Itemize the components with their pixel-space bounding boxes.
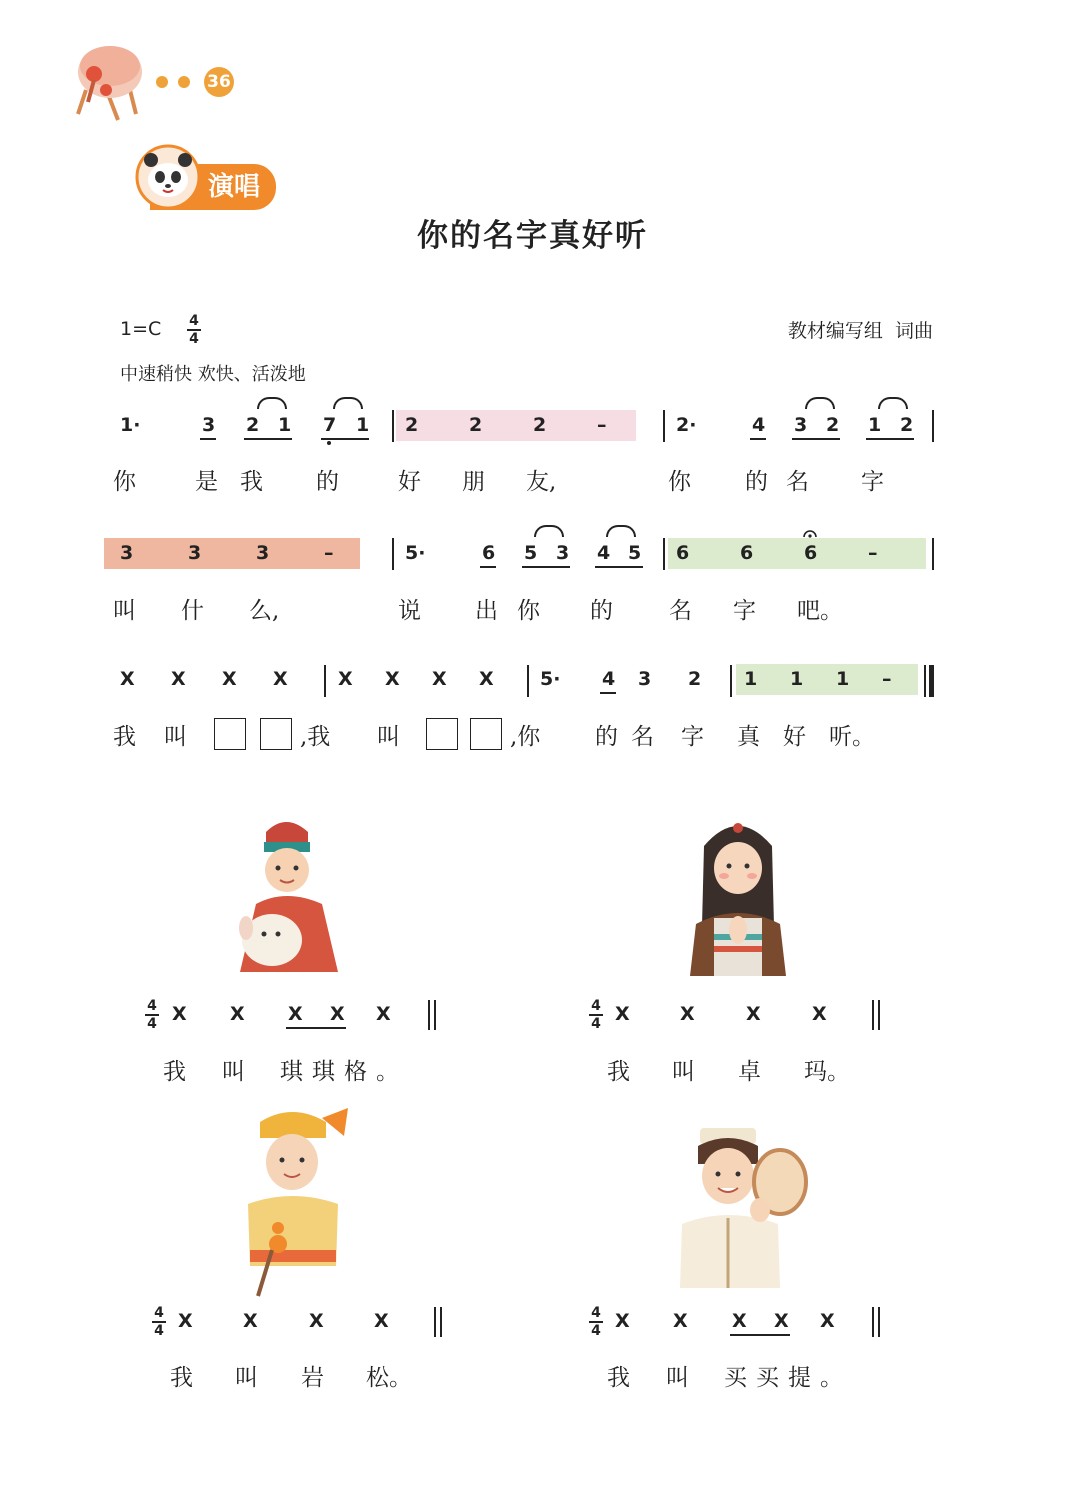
note: 3 xyxy=(202,414,216,436)
final-barline xyxy=(872,1000,874,1030)
time-bottom: 4 xyxy=(189,330,199,347)
rhythm-note: X xyxy=(374,1310,389,1332)
time-top: 4 xyxy=(591,998,601,1014)
name-blank-box[interactable] xyxy=(470,718,502,750)
rhythm-note: X xyxy=(820,1310,835,1332)
final-barline xyxy=(434,1307,436,1337)
lyric: 你 xyxy=(668,469,691,495)
barline xyxy=(392,538,394,570)
rhythm-note: X xyxy=(673,1310,688,1332)
example-time-signature xyxy=(152,1306,166,1338)
barline xyxy=(392,410,394,442)
lyric: 名 xyxy=(669,598,692,624)
lyric: 好 xyxy=(398,469,421,495)
tie xyxy=(333,397,363,409)
rhythm-note: X xyxy=(680,1003,695,1025)
lyric: 松。 xyxy=(366,1365,412,1391)
rhythm-note: X xyxy=(120,668,135,690)
lyric: 什 xyxy=(181,598,204,624)
lyric: 名 xyxy=(631,724,654,750)
dash: – xyxy=(324,542,334,564)
lyric: 叫 xyxy=(377,724,400,750)
tie xyxy=(257,397,287,409)
lyric: ,我 xyxy=(300,724,331,750)
note: 2 xyxy=(469,414,483,436)
note: 3 xyxy=(188,542,202,564)
lyric: 友, xyxy=(526,469,557,495)
name-blank-box[interactable] xyxy=(260,718,292,750)
underline xyxy=(866,438,914,440)
note: 4 xyxy=(752,414,766,436)
barline xyxy=(932,538,934,570)
rhythm-note: X xyxy=(178,1310,193,1332)
lyric: 朋 xyxy=(462,469,485,495)
note: 1 xyxy=(356,414,370,436)
child-illustration-mongolian xyxy=(222,812,350,978)
lyric: 的 xyxy=(316,469,339,495)
note: 2· xyxy=(676,414,697,436)
underline xyxy=(286,1027,346,1029)
underline xyxy=(595,566,643,568)
rhythm-note: X xyxy=(273,668,288,690)
barline xyxy=(527,665,529,697)
lyric: 我 xyxy=(163,1059,186,1085)
final-barline xyxy=(878,1307,880,1337)
lyric: 字 xyxy=(733,598,756,624)
final-barline-thick xyxy=(929,665,934,697)
rhythm-note: X xyxy=(309,1310,324,1332)
lyric: 是 xyxy=(195,469,218,495)
note: 1 xyxy=(868,414,882,436)
example-time-signature xyxy=(589,999,603,1031)
rhythm-note: X xyxy=(171,668,186,690)
highlight-green xyxy=(668,538,926,569)
rhythm-note: X xyxy=(812,1003,827,1025)
rhythm-note: X xyxy=(732,1310,747,1332)
note: 1 xyxy=(744,668,758,690)
barline xyxy=(932,410,934,442)
time-signature xyxy=(187,314,201,346)
note: 1 xyxy=(790,668,804,690)
credit: 教材编写组 词曲 xyxy=(787,320,933,342)
key-signature: 1=C xyxy=(120,318,162,340)
final-barline xyxy=(878,1000,880,1030)
lyric: 吧。 xyxy=(797,598,843,624)
lyric: 出 xyxy=(475,598,498,624)
note: 2 xyxy=(533,414,547,436)
lyric: 我 xyxy=(113,724,136,750)
lyric: 的 xyxy=(590,598,613,624)
lyric: 听。 xyxy=(829,724,875,750)
lyric: 的 xyxy=(595,724,618,750)
lyric: 你 xyxy=(113,469,136,495)
note: 3 xyxy=(556,542,570,564)
song-title: 你的名字真好听 xyxy=(417,218,648,254)
final-barline xyxy=(440,1307,442,1337)
rhythm-note: X xyxy=(432,668,447,690)
name-blank-box[interactable] xyxy=(214,718,246,750)
note: 2 xyxy=(688,668,702,690)
rhythm-note: X xyxy=(774,1310,789,1332)
underline xyxy=(321,438,369,440)
lyric: 么, xyxy=(249,598,280,624)
final-barline-thin xyxy=(924,665,926,697)
child-illustration-uyghur xyxy=(674,1120,812,1290)
note: 3 xyxy=(256,542,270,564)
note: 1· xyxy=(120,414,141,436)
note: 5· xyxy=(540,668,561,690)
tempo-marking: 中速稍快 欢快、活泼地 xyxy=(120,364,306,385)
note: 3 xyxy=(638,668,652,690)
underline xyxy=(522,566,570,568)
rhythm-note: X xyxy=(243,1310,258,1332)
lyric: 我 xyxy=(170,1365,193,1391)
rhythm-note: X xyxy=(385,668,400,690)
dash: – xyxy=(597,414,607,436)
time-bottom: 4 xyxy=(591,1015,601,1032)
decor-dot xyxy=(156,76,168,88)
rhythm-note: X xyxy=(479,668,494,690)
child-illustration-tibetan xyxy=(674,806,802,978)
barline xyxy=(324,665,326,697)
child-illustration-dai xyxy=(236,1100,354,1300)
underline xyxy=(244,438,292,440)
section-badge-label: 演唱 xyxy=(208,172,261,202)
rhythm-note: X xyxy=(172,1003,187,1025)
final-barline xyxy=(434,1000,436,1030)
lyric: 卓 xyxy=(738,1059,761,1085)
lyric: 真 xyxy=(737,724,760,750)
tie xyxy=(805,397,835,409)
low-octave-dot xyxy=(327,441,331,445)
time-bottom: 4 xyxy=(154,1322,164,1339)
note: 6 xyxy=(676,542,690,564)
time-bottom: 4 xyxy=(147,1015,157,1032)
note: 4 xyxy=(602,668,616,690)
rhythm-note: X xyxy=(615,1310,630,1332)
barline xyxy=(730,665,732,697)
note: 2 xyxy=(405,414,419,436)
lyric: 好 xyxy=(783,724,806,750)
rhythm-note: X xyxy=(230,1003,245,1025)
barline xyxy=(663,410,665,442)
name-blank-box[interactable] xyxy=(426,718,458,750)
lyric: 我 xyxy=(607,1059,630,1085)
rhythm-note: X xyxy=(376,1003,391,1025)
rhythm-note: X xyxy=(615,1003,630,1025)
lyric: 玛。 xyxy=(804,1059,850,1085)
underline xyxy=(750,438,766,440)
example-time-signature xyxy=(589,1306,603,1338)
note: 3 xyxy=(794,414,808,436)
dash: – xyxy=(882,668,892,690)
rhythm-note: X xyxy=(746,1003,761,1025)
rhythm-note: X xyxy=(222,668,237,690)
tie xyxy=(606,525,636,537)
note: 2 xyxy=(900,414,914,436)
highlight-salmon xyxy=(104,538,360,569)
tie xyxy=(878,397,908,409)
note: 6 xyxy=(740,542,754,564)
lyric: 说 xyxy=(398,598,421,624)
example-time-signature xyxy=(145,999,159,1031)
lyric: 的 xyxy=(745,469,768,495)
lyric: 琪琪格。 xyxy=(280,1059,408,1085)
note: 2 xyxy=(246,414,260,436)
decor-dot xyxy=(178,76,190,88)
rhythm-note: X xyxy=(330,1003,345,1025)
lyric: 名 xyxy=(786,469,809,495)
lyric: 叫 xyxy=(164,724,187,750)
time-top: 4 xyxy=(189,313,199,329)
barline xyxy=(663,538,665,570)
lyric: 叫 xyxy=(235,1365,258,1391)
lyric: 我 xyxy=(607,1365,630,1391)
panda-icon xyxy=(135,144,201,210)
note: 1 xyxy=(278,414,292,436)
page-number: 36 xyxy=(204,67,234,97)
lyric: 叫 xyxy=(113,598,136,624)
underline xyxy=(480,566,496,568)
lyric: 叫 xyxy=(672,1059,695,1085)
underline xyxy=(600,692,616,694)
lyric: 你 xyxy=(517,598,540,624)
lyric: 买买提。 xyxy=(724,1365,852,1391)
lyric: 字 xyxy=(861,469,884,495)
note: 2 xyxy=(826,414,840,436)
note: 3 xyxy=(120,542,134,564)
time-top: 4 xyxy=(154,1305,164,1321)
underline xyxy=(200,438,216,440)
lyric: 岩 xyxy=(301,1365,324,1391)
note: 7 xyxy=(323,414,337,436)
lyric: ,你 xyxy=(510,724,541,750)
note: 5· xyxy=(405,542,426,564)
note: 4 xyxy=(597,542,611,564)
lyric: 叫 xyxy=(222,1059,245,1085)
time-top: 4 xyxy=(147,998,157,1014)
rhythm-note: X xyxy=(288,1003,303,1025)
note: 1 xyxy=(836,668,850,690)
tie xyxy=(534,525,564,537)
time-bottom: 4 xyxy=(591,1322,601,1339)
fermata-icon xyxy=(803,524,817,536)
dash: – xyxy=(868,542,878,564)
note: 5 xyxy=(628,542,642,564)
note: 6 xyxy=(482,542,496,564)
underline xyxy=(792,438,840,440)
lyric: 我 xyxy=(240,469,263,495)
lyric: 字 xyxy=(681,724,704,750)
final-barline xyxy=(428,1000,430,1030)
underline xyxy=(730,1334,790,1336)
drum-icon xyxy=(72,42,148,122)
time-top: 4 xyxy=(591,1305,601,1321)
lyric: 叫 xyxy=(666,1365,689,1391)
rhythm-note: X xyxy=(338,668,353,690)
note: 6 xyxy=(804,542,818,564)
note: 5 xyxy=(524,542,538,564)
final-barline xyxy=(872,1307,874,1337)
